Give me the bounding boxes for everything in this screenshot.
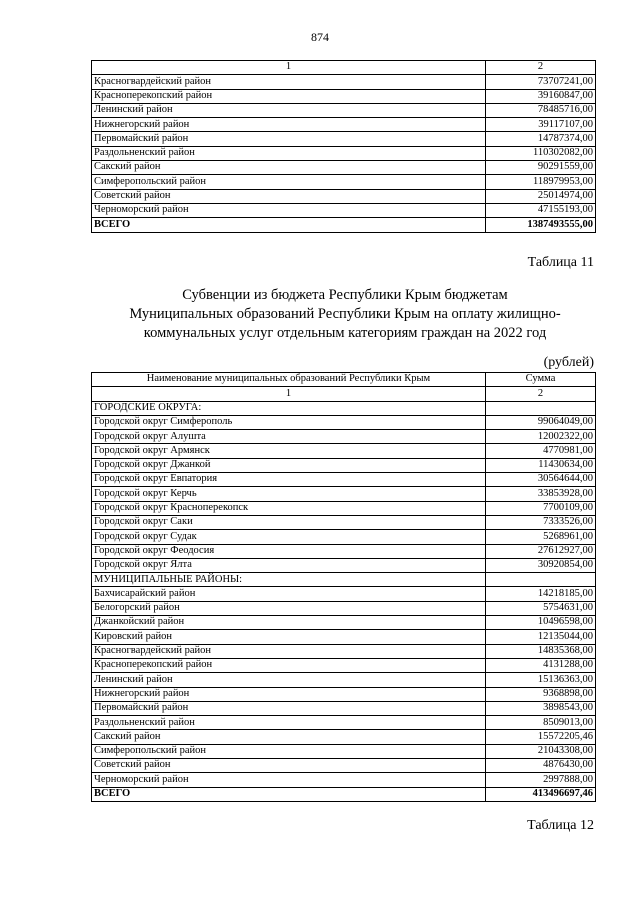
amount-cell: 39160847,00: [486, 89, 596, 103]
table-row: [92, 415, 596, 429]
name-cell: Раздольненский район: [92, 146, 486, 160]
header-amount-column: Сумма: [486, 373, 596, 387]
table-row: [92, 430, 596, 444]
table-row: [92, 203, 596, 217]
name-cell: Городской округ Ялта: [92, 558, 486, 572]
amount-cell: 2997888,00: [486, 773, 596, 787]
name-cell: Первомайский район: [92, 701, 486, 715]
total-row: [92, 787, 596, 801]
units-label: (рублей): [543, 355, 594, 370]
amount-cell: 110302082,00: [486, 146, 596, 160]
name-cell: Нижнегорский район: [92, 118, 486, 132]
name-cell: Советский район: [92, 189, 486, 203]
table-row: [92, 515, 596, 529]
amount-cell: 4131288,00: [486, 658, 596, 672]
amount-cell: 30564644,00: [486, 473, 596, 487]
amount-cell: 3898543,00: [486, 701, 596, 715]
table-11-title-line: коммунальных услуг отдельным категориям граждан на 2022 год: [143, 325, 547, 341]
table-11-title-line: Субвенции из бюджета Республики Крым бюджетам: [182, 287, 508, 303]
amount-cell: 7333526,00: [486, 515, 596, 529]
amount-cell: 99064049,00: [486, 415, 596, 429]
column-number-1: 1: [92, 387, 486, 401]
table-row: [92, 544, 596, 558]
amount-cell: 25014974,00: [486, 189, 596, 203]
table-row: [92, 161, 596, 175]
name-cell: Белогорский район: [92, 601, 486, 615]
name-cell: Городской округ Джанкой: [92, 458, 486, 472]
amount-cell: 47155193,00: [486, 203, 596, 217]
amount-cell: 7700109,00: [486, 501, 596, 515]
table-row: [92, 701, 596, 715]
name-cell: Городской округ Евпатория: [92, 473, 486, 487]
name-cell: Черноморский район: [92, 773, 486, 787]
name-cell: Ленинский район: [92, 103, 486, 117]
amount-cell: 12135044,00: [486, 630, 596, 644]
amount-cell: 78485716,00: [486, 103, 596, 117]
table-row: [92, 759, 596, 773]
amount-cell: 5268961,00: [486, 530, 596, 544]
amount-cell: 4876430,00: [486, 759, 596, 773]
amount-cell: 118979953,00: [486, 175, 596, 189]
table-row: [92, 146, 596, 160]
amount-cell: 4770981,00: [486, 444, 596, 458]
amount-cell: 8509013,00: [486, 716, 596, 730]
amount-cell: 11430634,00: [486, 458, 596, 472]
amount-cell: 30920854,00: [486, 558, 596, 572]
total-row: [92, 218, 596, 232]
name-cell: Городской округ Саки: [92, 515, 486, 529]
name-cell: Симферопольский район: [92, 744, 486, 758]
name-cell: Кировский район: [92, 630, 486, 644]
amount-cell: 15136363,00: [486, 673, 596, 687]
amount-cell: 10496598,00: [486, 616, 596, 630]
name-cell: Городской округ Армянск: [92, 444, 486, 458]
section-label: МУНИЦИПАЛЬНЫЕ РАЙОНЫ:: [92, 573, 486, 587]
name-cell: Советский район: [92, 759, 486, 773]
name-cell: Красноперекопский район: [92, 658, 486, 672]
name-cell: Красногвардейский район: [92, 75, 486, 89]
table-12-label: Таблица 12: [527, 818, 594, 833]
amount-cell: 39117107,00: [486, 118, 596, 132]
table-row: [92, 716, 596, 730]
column-number-row: [92, 61, 596, 75]
table-row: [92, 444, 596, 458]
name-cell: Городской округ Алушта: [92, 430, 486, 444]
table-row: [92, 89, 596, 103]
amount-cell: 21043308,00: [486, 744, 596, 758]
name-cell: Раздольненский район: [92, 716, 486, 730]
name-cell: Первомайский район: [92, 132, 486, 146]
table-row: [92, 558, 596, 572]
column-number-row: [92, 387, 596, 401]
name-cell: Симферопольский район: [92, 175, 486, 189]
name-cell: Джанкойский район: [92, 616, 486, 630]
table-row: [92, 103, 596, 117]
table-row: [92, 658, 596, 672]
name-cell: Сакский район: [92, 161, 486, 175]
budget-table-continued-body: [92, 61, 596, 233]
table-row: [92, 175, 596, 189]
section-label: ГОРОДСКИЕ ОКРУГА:: [92, 401, 486, 415]
budget-table-continued: [91, 60, 596, 233]
column-number-2: 2: [486, 387, 596, 401]
table-11-title: [60, 286, 630, 343]
table-row: [92, 773, 596, 787]
name-cell: ВСЕГО: [92, 218, 486, 232]
name-cell: Городской округ Керчь: [92, 487, 486, 501]
amount-cell: 14835368,00: [486, 644, 596, 658]
amount-cell: 413496697,46: [486, 787, 596, 801]
table-row: [92, 673, 596, 687]
column-number-2: 2: [486, 61, 596, 75]
table-row: [92, 744, 596, 758]
empty-cell: [486, 401, 596, 415]
name-cell: Городской округ Красноперекопск: [92, 501, 486, 515]
section-row-municipal-districts: [92, 573, 596, 587]
header-name-column: Наименование муниципальных образований Республики Крым: [92, 373, 486, 387]
name-cell: Ленинский район: [92, 673, 486, 687]
table-header-row: [92, 373, 596, 387]
subventions-table-body: [92, 373, 596, 802]
subventions-table: [91, 372, 596, 802]
table-row: [92, 644, 596, 658]
name-cell: Бахчисарайский район: [92, 587, 486, 601]
table-row: [92, 473, 596, 487]
table-11-label: Таблица 11: [527, 255, 594, 270]
name-cell: Городской округ Судак: [92, 530, 486, 544]
table-row: [92, 501, 596, 515]
table-row: [92, 630, 596, 644]
amount-cell: 5754631,00: [486, 601, 596, 615]
amount-cell: 14787374,00: [486, 132, 596, 146]
section-row-city-districts: [92, 401, 596, 415]
amount-cell: 33853928,00: [486, 487, 596, 501]
table-row: [92, 75, 596, 89]
amount-cell: 15572205,46: [486, 730, 596, 744]
amount-cell: 9368898,00: [486, 687, 596, 701]
name-cell: Сакский район: [92, 730, 486, 744]
name-cell: Красногвардейский район: [92, 644, 486, 658]
table-row: [92, 189, 596, 203]
table-11-title-line: Муниципальных образований Республики Крым на оплату жилищно-: [129, 306, 561, 322]
table-row: [92, 730, 596, 744]
name-cell: Городской округ Феодосия: [92, 544, 486, 558]
table-row: [92, 458, 596, 472]
amount-cell: 12002322,00: [486, 430, 596, 444]
table-row: [92, 601, 596, 615]
table-row: [92, 587, 596, 601]
name-cell: Красноперекопский район: [92, 89, 486, 103]
page-number: 874: [311, 30, 329, 44]
amount-cell: 27612927,00: [486, 544, 596, 558]
amount-cell: 73707241,00: [486, 75, 596, 89]
amount-cell: 90291559,00: [486, 161, 596, 175]
amount-cell: 1387493555,00: [486, 218, 596, 232]
name-cell: Нижнегорский район: [92, 687, 486, 701]
name-cell: Черноморский район: [92, 203, 486, 217]
name-cell: ВСЕГО: [92, 787, 486, 801]
table-row: [92, 118, 596, 132]
table-row: [92, 687, 596, 701]
table-row: [92, 487, 596, 501]
table-row: [92, 530, 596, 544]
column-number-1: 1: [92, 61, 486, 75]
table-row: [92, 616, 596, 630]
name-cell: Городской округ Симферополь: [92, 415, 486, 429]
amount-cell: 14218185,00: [486, 587, 596, 601]
empty-cell: [486, 573, 596, 587]
table-row: [92, 132, 596, 146]
